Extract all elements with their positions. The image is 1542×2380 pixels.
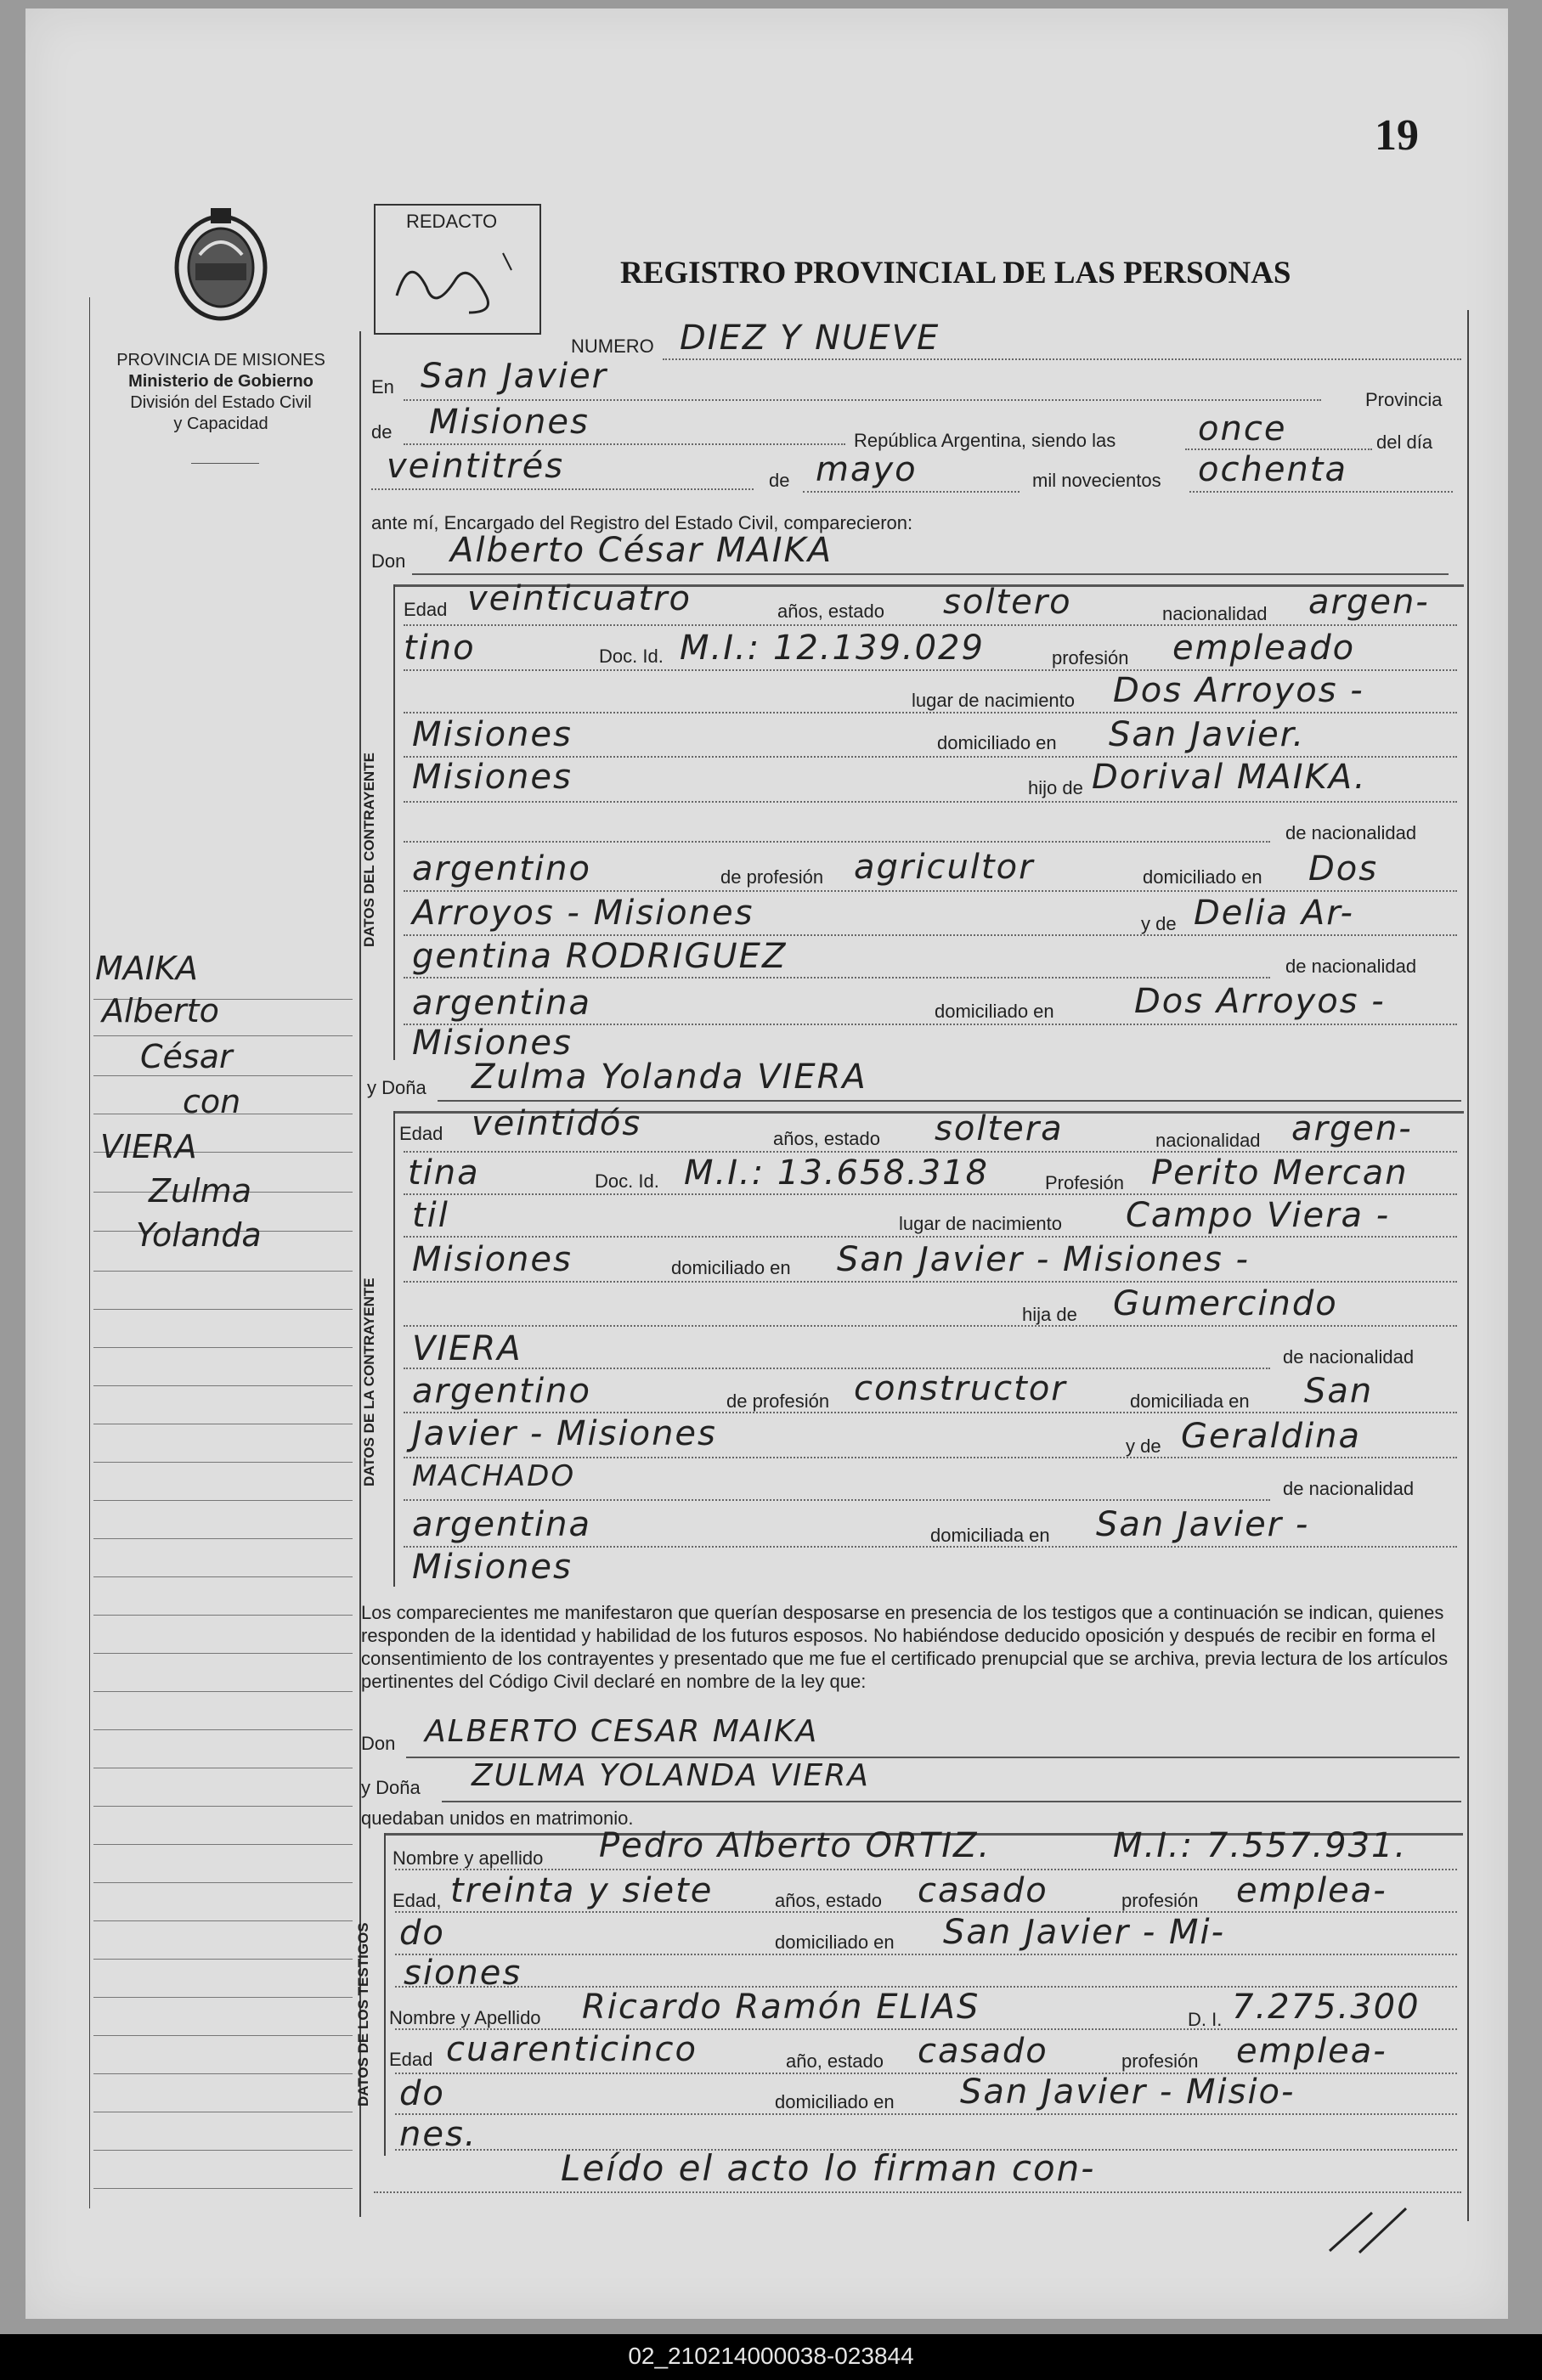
w2-doc-value: 7.275.300 bbox=[1232, 1988, 1421, 2027]
bride-padre-value: Gumercindo bbox=[1113, 1284, 1338, 1323]
w1-dom-value-b: siones bbox=[404, 1954, 522, 1993]
bride-madre-dom-value: San Javier - bbox=[1096, 1505, 1310, 1544]
mil-novecientos-label: mil novecientos bbox=[1032, 470, 1161, 491]
w2-dom-value: San Javier - Misio- bbox=[960, 2073, 1296, 2112]
don-value: Alberto César MAIKA bbox=[450, 531, 833, 570]
bride-padre-nac-label: de nacionalidad bbox=[1283, 1346, 1415, 1368]
division-line2: y Capacidad bbox=[173, 415, 268, 433]
footer-id: 02_210214000038-023844 bbox=[628, 2343, 914, 2369]
witness-section-label: DATOS DE LOS TESTIGOS bbox=[355, 1922, 371, 2106]
margin-left-line bbox=[89, 297, 90, 2208]
w2-prof-value-b: do bbox=[399, 2074, 445, 2113]
ante-mi-label: ante mí, Encargado del Registro del Estado Civil, comparecieron: bbox=[371, 512, 913, 533]
groom-doc-label: Doc. Id. bbox=[599, 646, 664, 667]
bride-section-label: DATOS DE LA CONTRAYENTE bbox=[361, 1277, 377, 1486]
groom-padre-prof-label: de profesión bbox=[720, 866, 824, 888]
bride-line4 bbox=[404, 1281, 1457, 1283]
bride-nac-label: nacionalidad bbox=[1155, 1130, 1261, 1151]
bride-edad-value: veintidós bbox=[472, 1104, 642, 1143]
w1-nombre-value: Pedro Alberto ORTIZ. bbox=[599, 1826, 991, 1865]
closing-line bbox=[374, 2191, 1461, 2193]
groom-lugar-value: Dos Arroyos - bbox=[1113, 671, 1364, 710]
groom-edad-label: Edad bbox=[404, 599, 448, 620]
de2-label: de bbox=[769, 470, 790, 491]
groom-dom-label: domiciliado en bbox=[937, 732, 1057, 753]
bride-edad-label: Edad bbox=[399, 1123, 443, 1144]
w2-nombre-value: Ricardo Ramón ELIAS bbox=[582, 1988, 980, 2027]
page-number: 19 bbox=[1375, 111, 1419, 160]
margin-note-name3: Zulma bbox=[149, 1172, 251, 1210]
w1-edad-label: Edad, bbox=[393, 1890, 442, 1911]
redacto-signature-icon bbox=[376, 236, 537, 330]
groom-line8 bbox=[404, 934, 1457, 936]
groom-padre-dom-value: Dos bbox=[1308, 849, 1379, 888]
w1-prof-value: emplea- bbox=[1236, 1871, 1387, 1910]
bride-padre-value-b: VIERA bbox=[412, 1329, 522, 1368]
bride-line3 bbox=[404, 1236, 1457, 1238]
w2-line3 bbox=[395, 2113, 1457, 2115]
bride-block-left bbox=[393, 1111, 395, 1587]
w2-dom-value-b: nes. bbox=[399, 2115, 477, 2154]
groom-estado-label: años, estado bbox=[777, 601, 884, 622]
numero-line bbox=[663, 358, 1461, 360]
w1-dom-value: San Javier - Mi- bbox=[943, 1913, 1226, 1952]
numero-label: NUMERO bbox=[571, 336, 654, 357]
w1-line2 bbox=[395, 1911, 1457, 1913]
bride-padre-dom-value: San bbox=[1304, 1372, 1374, 1411]
bride-madre-value-b: MACHADO bbox=[412, 1459, 576, 1493]
bride-nac-value: argen- bbox=[1291, 1109, 1413, 1148]
bride-dom-value: San Javier - Misiones - bbox=[837, 1240, 1250, 1279]
groom-dom-value: San Javier. bbox=[1109, 715, 1306, 754]
dona-final-value: ZULMA YOLANDA VIERA bbox=[472, 1758, 870, 1793]
bride-nac-value-b: tina bbox=[408, 1153, 480, 1193]
dona-final-label: y Doña bbox=[361, 1777, 421, 1798]
groom-padre-dom-value-b: Arroyos - Misiones bbox=[412, 894, 754, 933]
w2-di-label: D. I. bbox=[1188, 2009, 1223, 2030]
w1-doc-value: M.I.: 7.557.931. bbox=[1113, 1826, 1408, 1865]
bride-madre-nac-value: argentina bbox=[412, 1505, 591, 1544]
bride-line2 bbox=[404, 1193, 1457, 1195]
bride-y-de-label: y de bbox=[1126, 1435, 1161, 1457]
bride-lugar-value-b: Misiones bbox=[412, 1240, 573, 1279]
province-label: PROVINCIA DE MISIONES bbox=[116, 351, 325, 369]
mes-line bbox=[803, 491, 1020, 493]
bride-padre-dom-value-b: Javier - Misiones bbox=[412, 1414, 717, 1453]
redacto-stamp bbox=[374, 204, 541, 335]
groom-section-label: DATOS DEL CONTRAYENTE bbox=[361, 753, 377, 947]
bride-prof-value: Perito Mercan bbox=[1151, 1153, 1409, 1193]
groom-prof-label: profesión bbox=[1052, 647, 1129, 668]
groom-line3 bbox=[404, 712, 1457, 713]
bride-line8 bbox=[404, 1457, 1457, 1458]
en-value: San Javier bbox=[421, 357, 608, 396]
w1-line3 bbox=[395, 1954, 1457, 1955]
groom-y-de-label: y de bbox=[1141, 913, 1177, 934]
division-line1: División del Estado Civil bbox=[130, 393, 312, 412]
bride-prof-value-b: til bbox=[412, 1196, 449, 1235]
groom-lugar-label: lugar de nacimiento bbox=[912, 690, 1076, 711]
bride-hija-label: hija de bbox=[1022, 1304, 1077, 1325]
groom-madre-nac-label: de nacionalidad bbox=[1285, 956, 1417, 977]
groom-padre-value: Dorival MAIKA. bbox=[1092, 758, 1367, 797]
numero-value: DIEZ Y NUEVE bbox=[680, 319, 940, 358]
bride-prof-label: Profesión bbox=[1045, 1172, 1124, 1193]
y-dona-label: y Doña bbox=[367, 1077, 426, 1098]
groom-estado-value: soltero bbox=[943, 583, 1072, 622]
bride-padre-dom-label: domiciliada en bbox=[1130, 1390, 1250, 1412]
groom-nac-value-b: tino bbox=[404, 629, 476, 668]
margin-note-name1: Alberto bbox=[102, 992, 219, 1029]
groom-nac-label: nacionalidad bbox=[1162, 603, 1268, 624]
groom-line6 bbox=[404, 841, 1270, 843]
groom-padre-nac-value: argentino bbox=[412, 849, 591, 888]
frame-right-line bbox=[1467, 310, 1469, 2221]
w1-nombre-label: Nombre y apellido bbox=[393, 1847, 544, 1869]
w1-estado-label: años, estado bbox=[775, 1890, 882, 1911]
don-final-label: Don bbox=[361, 1733, 396, 1754]
don-label: Don bbox=[371, 550, 406, 572]
bride-doc-label: Doc. Id. bbox=[595, 1170, 659, 1192]
bride-madre-dom-label: domiciliada en bbox=[930, 1525, 1050, 1546]
w1-estado-value: casado bbox=[918, 1871, 1048, 1910]
de-province-value: Misiones bbox=[429, 403, 590, 442]
ministry-divider bbox=[191, 463, 259, 464]
don-line bbox=[412, 573, 1449, 575]
ministry-label: Ministerio de Gobierno bbox=[128, 372, 313, 391]
bride-madre-dom-value-b: Misiones bbox=[412, 1548, 573, 1587]
bride-doc-value: M.I.: 13.658.318 bbox=[684, 1153, 989, 1193]
w1-dom-label: domiciliado en bbox=[775, 1932, 895, 1953]
bride-line9 bbox=[404, 1499, 1270, 1501]
groom-edad-value: veinticuatro bbox=[467, 579, 692, 618]
groom-madre-dom-value-b: Misiones bbox=[412, 1024, 573, 1063]
bride-line6 bbox=[404, 1368, 1270, 1369]
closing-text: Leído el acto lo firman con- bbox=[561, 2147, 1096, 2189]
dona-final-line bbox=[442, 1801, 1461, 1802]
w2-estado-value: casado bbox=[918, 2032, 1048, 2071]
hora-value: once bbox=[1198, 409, 1287, 448]
groom-line7 bbox=[404, 890, 1457, 892]
w2-line2 bbox=[395, 2073, 1457, 2074]
groom-madre-dom-label: domiciliado en bbox=[935, 1001, 1054, 1022]
groom-doc-value: M.I.: 12.139.029 bbox=[680, 629, 985, 668]
del-dia-label: del día bbox=[1376, 431, 1433, 453]
republica-label: República Argentina, siendo las bbox=[854, 430, 1116, 451]
anio-line bbox=[1189, 491, 1453, 493]
groom-madre-value: Delia Ar- bbox=[1194, 894, 1354, 933]
bride-estado-value: soltera bbox=[935, 1109, 1064, 1148]
groom-nac-value: argen- bbox=[1308, 583, 1430, 622]
groom-lugar-value-b: Misiones bbox=[412, 715, 573, 754]
footer-bar bbox=[0, 2334, 1542, 2380]
groom-block-left bbox=[393, 584, 395, 1060]
bride-madre-value: Geraldina bbox=[1181, 1417, 1362, 1456]
margin-note-name2: César bbox=[140, 1038, 233, 1075]
w2-dom-label: domiciliado en bbox=[775, 2091, 895, 2112]
w1-prof-label: profesión bbox=[1121, 1890, 1199, 1911]
margin-note-surname: MAIKA bbox=[95, 950, 198, 987]
bride-lugar-label: lugar de nacimiento bbox=[899, 1213, 1063, 1234]
quedaban-label: quedaban unidos en matrimonio. bbox=[361, 1808, 634, 1829]
margin-note-surname2: VIERA bbox=[100, 1128, 197, 1165]
en-line bbox=[404, 399, 1321, 401]
bride-estado-label: años, estado bbox=[773, 1128, 880, 1149]
provincia-label: Provincia bbox=[1365, 389, 1443, 410]
w2-prof-label: profesión bbox=[1121, 2050, 1199, 2072]
dona-line bbox=[438, 1100, 1461, 1102]
groom-line5 bbox=[404, 801, 1457, 803]
groom-hijo-label: hijo de bbox=[1028, 777, 1083, 798]
dia-line bbox=[371, 488, 754, 490]
groom-padre-dom-label: domiciliado en bbox=[1143, 866, 1262, 888]
groom-dom-value-b: Misiones bbox=[412, 758, 573, 797]
legal-paragraph: Los comparecientes me manifestaron que querían desposarse en presencia de los testigos que a continuación se indican, quienes responden de la identidad y habilidad de los futuros esposos. No habiéndose deducido oposición y después de recibir en forma el consentimiento de los contrayentes y presentado que me fue el certificado prenupcial que se archiva, previa lectura de los artículos pertinentes del Código Civil declaré en nombre de la ley que: bbox=[361, 1602, 1449, 1692]
de-line bbox=[404, 443, 845, 445]
bride-padre-prof-label: de profesión bbox=[726, 1390, 830, 1412]
provincial-seal-icon bbox=[170, 204, 272, 323]
anio-value: ochenta bbox=[1198, 450, 1347, 489]
bride-padre-prof-value: constructor bbox=[854, 1369, 1067, 1408]
w2-edad-value: cuarenticinco bbox=[446, 2030, 698, 2069]
groom-line9 bbox=[404, 977, 1270, 979]
bride-line5 bbox=[404, 1325, 1457, 1327]
bride-padre-nac-value: argentino bbox=[412, 1372, 591, 1411]
en-label: En bbox=[371, 376, 394, 398]
dia-value: veintitrés bbox=[387, 447, 565, 486]
bride-line1 bbox=[404, 1151, 1457, 1153]
bride-lugar-value: Campo Viera - bbox=[1126, 1196, 1391, 1235]
redacto-label: REDACTO bbox=[406, 211, 498, 232]
witness-block-left bbox=[384, 1833, 386, 2156]
w2-nombre-label: Nombre y Apellido bbox=[389, 2007, 541, 2028]
w2-prof-value: emplea- bbox=[1236, 2032, 1387, 2071]
document-title: REGISTRO PROVINCIAL DE LAS PERSONAS bbox=[620, 256, 1291, 290]
closing-slash-icon bbox=[1321, 2200, 1415, 2259]
groom-madre-dom-value: Dos Arroyos - bbox=[1134, 982, 1386, 1021]
groom-madre-value-b: gentina RODRIGUEZ bbox=[412, 937, 788, 976]
w1-line1 bbox=[395, 1869, 1457, 1870]
groom-padre-prof-value: agricultor bbox=[854, 848, 1035, 887]
w2-edad-label: Edad bbox=[389, 2049, 433, 2070]
groom-line1 bbox=[404, 624, 1457, 626]
w2-estado-label: año, estado bbox=[786, 2050, 884, 2072]
margin-note-con: con bbox=[183, 1083, 241, 1120]
groom-prof-value: empleado bbox=[1172, 629, 1356, 668]
w1-prof-value-b: do bbox=[399, 1914, 445, 1953]
ministry-header bbox=[85, 350, 357, 435]
mes-value: mayo bbox=[816, 450, 918, 489]
bride-dom-label: domiciliado en bbox=[671, 1257, 791, 1278]
groom-madre-nac-value: argentina bbox=[412, 984, 591, 1023]
w1-edad-value: treinta y siete bbox=[450, 1871, 714, 1910]
bride-line7 bbox=[404, 1412, 1457, 1413]
groom-padre-nac-label: de nacionalidad bbox=[1285, 822, 1417, 843]
don-final-value: ALBERTO CESAR MAIKA bbox=[425, 1714, 819, 1749]
dona-value: Zulma Yolanda VIERA bbox=[472, 1057, 867, 1097]
de-label: de bbox=[371, 421, 393, 443]
margin-note-name4: Yolanda bbox=[136, 1216, 262, 1254]
bride-madre-nac-label: de nacionalidad bbox=[1283, 1478, 1415, 1499]
